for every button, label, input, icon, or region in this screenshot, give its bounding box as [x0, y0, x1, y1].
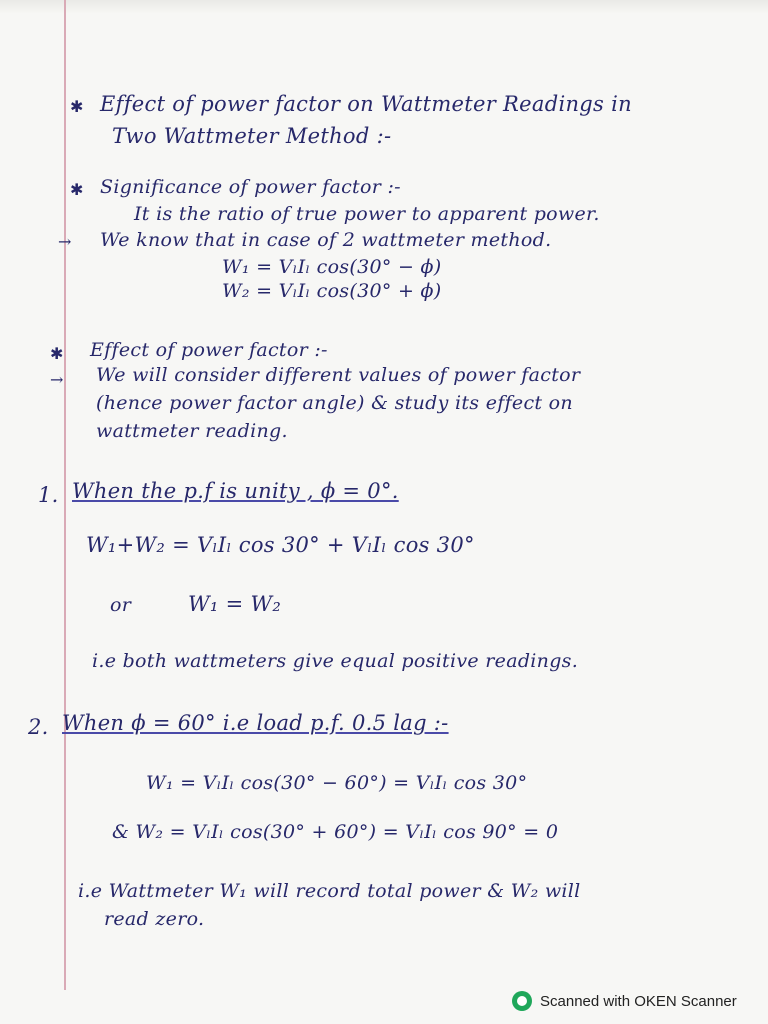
case-2-heading: When ϕ = 60° i.e load p.f. 0.5 lag :-	[62, 711, 449, 735]
star-bullet-icon: ✱	[50, 344, 64, 363]
case-2-conclusion-1: i.e Wattmeter W₁ will record total power & W₂ will	[78, 880, 581, 902]
equation-w2: W₂ = VₗIₗ cos(30° + ϕ)	[222, 280, 442, 302]
case-1-sum-equation: W₁+W₂ = VₗIₗ cos 30° + VₗIₗ cos 30°	[86, 533, 475, 557]
effect-line-2: (hence power factor angle) & study its effect on	[96, 392, 573, 414]
case-1-heading: When the p.f is unity , ϕ = 0°.	[72, 479, 399, 503]
significance-intro: We know that in case of 2 wattmeter method.	[100, 229, 552, 251]
scanner-watermark	[512, 990, 737, 1012]
case-2-w1-equation: W₁ = VₗIₗ cos(30° − 60°) = VₗIₗ cos 30°	[146, 772, 528, 794]
heading-line-1: Effect of power factor on Wattmeter Readings in	[100, 92, 632, 116]
effect-line-1: We will consider different values of power factor	[96, 364, 581, 386]
equation-w1: W₁ = VₗIₗ cos(30° − ϕ)	[222, 256, 442, 278]
case-2-number: 2.	[28, 715, 49, 739]
star-bullet-icon: ✱	[70, 180, 84, 199]
scanner-watermark-text: Scanned with OKEN Scanner	[540, 992, 737, 1010]
case-1-equal-equation: W₁ = W₂	[188, 592, 282, 616]
case-2-w2-equation: & W₂ = VₗIₗ cos(30° + 60°) = VₗIₗ cos 90° = 0	[112, 821, 559, 843]
case-1-conclusion: i.e both wattmeters give equal positive readings.	[92, 650, 579, 672]
margin-line	[64, 0, 66, 990]
effect-line-3: wattmeter reading.	[96, 420, 288, 442]
case-1-number: 1.	[38, 483, 59, 507]
oken-scanner-logo-icon	[512, 991, 532, 1011]
heading-line-2: Two Wattmeter Method :-	[112, 124, 392, 148]
significance-title: Significance of power factor :-	[100, 176, 401, 198]
page-top-edge	[0, 0, 768, 14]
arrow-bullet-icon: →	[58, 232, 72, 251]
significance-definition: It is the ratio of true power to apparent power.	[134, 203, 600, 225]
effect-title: Effect of power factor :-	[90, 339, 328, 361]
star-bullet-icon: ✱	[70, 97, 84, 116]
case-1-or: or	[110, 594, 132, 616]
arrow-bullet-icon: →	[50, 370, 64, 389]
case-2-conclusion-2: read zero.	[104, 908, 205, 930]
